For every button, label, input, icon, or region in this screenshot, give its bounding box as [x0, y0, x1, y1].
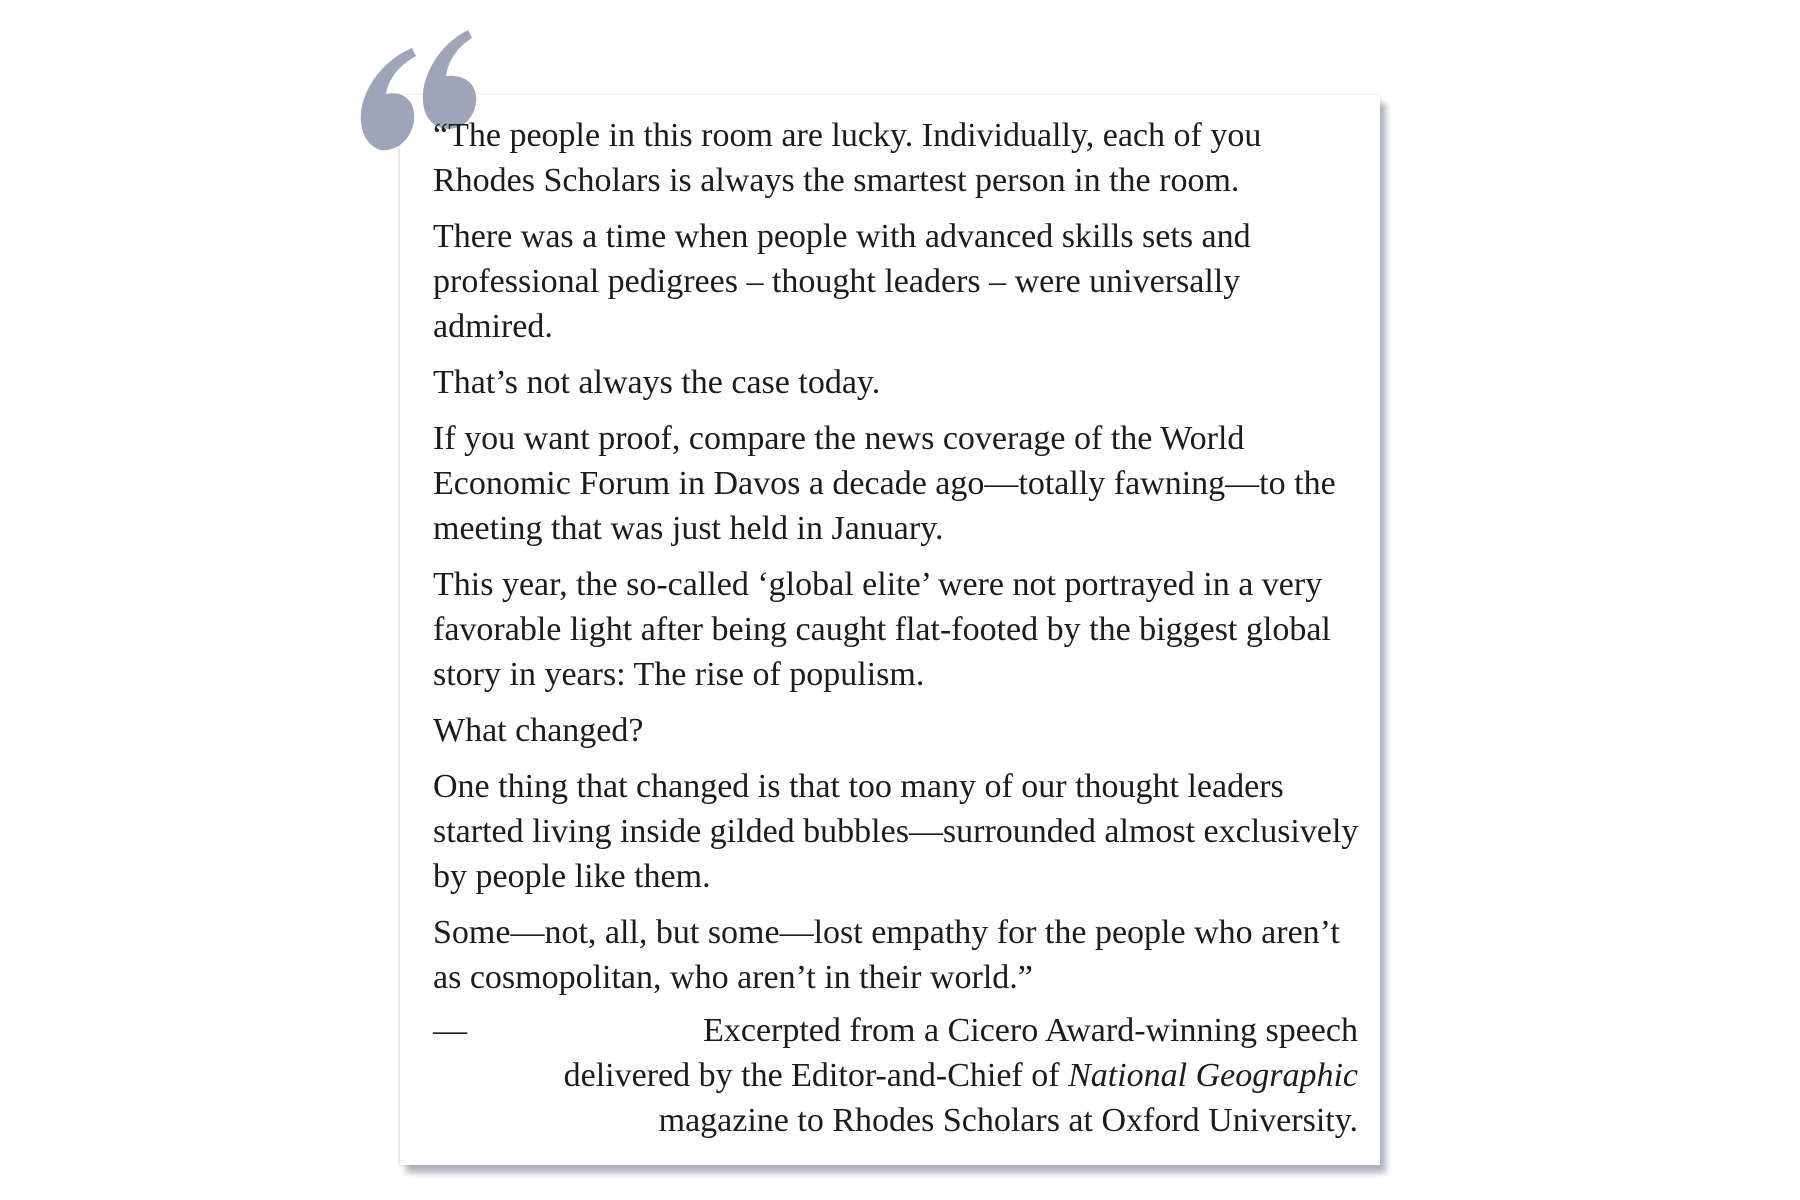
quote-paragraph: This year, the so-called ‘global elite’ were not portrayed in a very favorable light after being caught flat-footed by the biggest global story in years: The rise of populism.	[433, 566, 1331, 693]
attribution-line-3: magazine to Rhodes Scholars at Oxford University.	[658, 1102, 1358, 1139]
attribution	[433, 1008, 1358, 1143]
attribution-line-2-text: delivered by the Editor-and-Chief of	[563, 1057, 1069, 1094]
attribution-line-1: Excerpted from a Cicero Award-winning speech	[703, 1012, 1358, 1049]
publication-name: National Geographic	[1068, 1057, 1358, 1094]
quote-paragraph: One thing that changed is that too many of our thought leaders started living inside gilded bubbles—surrounded almost exclusively by people like them.	[433, 768, 1359, 895]
quote-paragraph: That’s not always the case today.	[433, 364, 881, 401]
quote-paragraph: There was a time when people with advanced skills sets and professional pedigrees – thought leaders – were universally admired.	[433, 218, 1251, 345]
quote-paragraph: What changed?	[433, 712, 644, 749]
attribution-line-2	[433, 1053, 1358, 1098]
attribution-dash: —	[433, 1012, 467, 1049]
quote-paragraph: If you want proof, compare the news coverage of the World Economic Forum in Davos a decade ago—totally fawning—to the meeting that was just held in January.	[433, 420, 1336, 547]
quote-paragraph: Some—not, all, but some—lost empathy for the people who aren’t as cosmopolitan, who aren’t in their world.”	[433, 914, 1340, 996]
quote-body	[433, 113, 1363, 1011]
quote-paragraph: “The people in this room are lucky. Individually, each of you Rhodes Scholars is always the smartest person in the room.	[433, 117, 1262, 199]
